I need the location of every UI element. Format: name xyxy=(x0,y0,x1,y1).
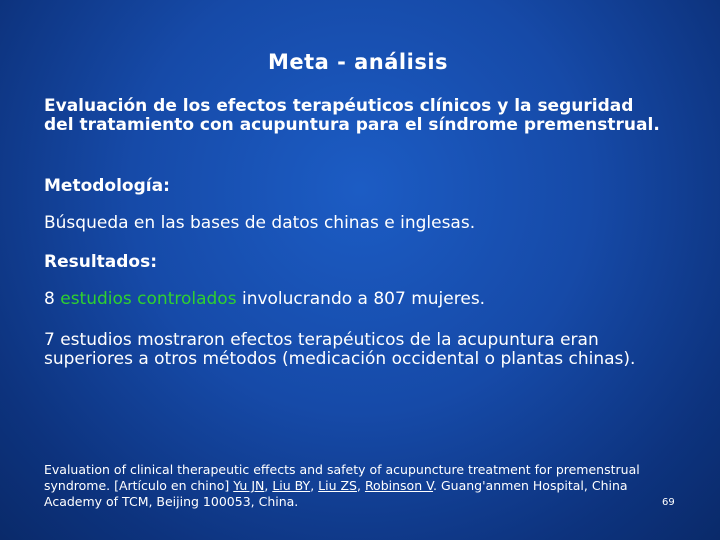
results-line-1 xyxy=(44,290,684,309)
reference-author[interactable]: Liu BY xyxy=(272,478,311,493)
reference-citation: Evaluation of clinical therapeutic effects and safety of acupuncture treatment for premenstrual syndrome. [Artículo en chino] Yu JN, Liu BY, Liu ZS, Robinson V. Guang'anmen Hospital, China Academy of TCM, Beijing 100053, China. xyxy=(44,462,640,509)
slide-subtitle: Evaluación de los efectos terapéuticos clínicos y la seguridad del tratamiento con acupuntura para el síndrome premenstrual. xyxy=(44,96,660,135)
methodology-text: Búsqueda en las bases de datos chinas e inglesas. xyxy=(44,213,476,233)
reference-author[interactable]: Liu ZS xyxy=(318,478,357,493)
page-number: 69 xyxy=(662,497,675,508)
results-line-2: 7 estudios mostraron efectos terapéuticos de la acupuntura eran superiores a otros métodos (medicación occidental o plantas chinas). xyxy=(44,330,636,369)
reference-title: Evaluation of clinical therapeutic effects and safety of acupuncture treatment for premenstrual syndrome. [Artículo en chino] xyxy=(44,462,640,493)
slide-title xyxy=(0,50,720,74)
controlled-studies-highlight: estudios controlados xyxy=(60,289,237,309)
results-heading: Resultados: xyxy=(44,252,158,272)
results-line-1-rest: involucrando a 807 mujeres. xyxy=(241,289,486,309)
reference-author[interactable]: Yu JN xyxy=(233,478,265,493)
study-count: 8 xyxy=(44,289,55,309)
slide-title-text: Meta - análisis xyxy=(267,50,449,74)
reference-affiliation: . Guang'anmen Hospital, China Academy of TCM, Beijing 100053, China. xyxy=(44,478,628,509)
methodology-heading: Metodología: xyxy=(44,176,170,196)
reference-author[interactable]: Robinson V xyxy=(364,478,434,493)
